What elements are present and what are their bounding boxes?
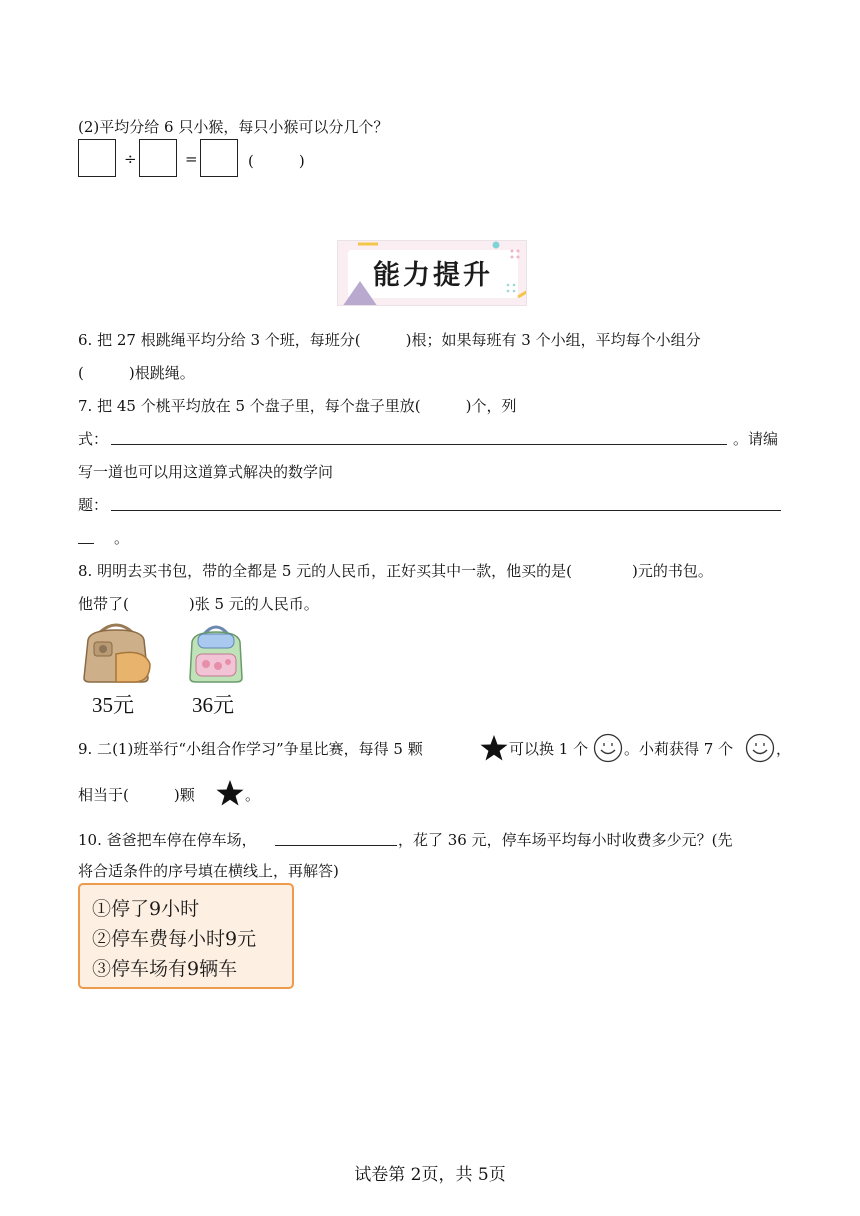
condition-3: ③停车场有9辆车 bbox=[92, 958, 238, 980]
star-icon bbox=[216, 779, 244, 807]
q7-problem-label: 题： bbox=[78, 496, 109, 514]
q6-line1: 6. 把 27 根跳绳平均分给 3 个班，每班分( )根；如果每班有 3 个小组，平均每个小组分 bbox=[78, 331, 701, 349]
q7-problem-blank-cont[interactable] bbox=[78, 543, 94, 544]
bag2-flap-shape bbox=[198, 634, 234, 648]
bag2-flower-2 bbox=[214, 662, 222, 670]
q9-line2-a: 相当于( )颗 bbox=[78, 786, 195, 804]
q5-part2-question: (2)平均分给 6 只小猴，每只小猴可以分几个？ bbox=[78, 118, 389, 136]
equals-sign: = bbox=[185, 150, 198, 168]
q9-text-part3: 。小莉获得 7 个 bbox=[624, 740, 734, 758]
condition-2: ②停车费每小时9元 bbox=[92, 928, 257, 950]
star-icon bbox=[480, 734, 508, 762]
bag1-price: 35元 bbox=[92, 693, 134, 717]
bag2-price: 36元 bbox=[192, 693, 234, 717]
smiley-icon bbox=[593, 733, 623, 763]
q7-end-mark: 。 bbox=[114, 529, 130, 547]
conditions-box bbox=[78, 883, 294, 989]
answer-box-dividend[interactable] bbox=[78, 139, 116, 177]
q7-formula-end: 。请编 bbox=[733, 430, 779, 448]
condition-1: ①停了9小时 bbox=[92, 898, 200, 920]
q8-line2: 他带了( )张 5 元的人民币。 bbox=[78, 595, 319, 613]
unit-paren: ( ) bbox=[248, 152, 305, 170]
page-footer: 试卷第 2页，共 5页 bbox=[354, 1165, 506, 1185]
q7-line1: 7. 把 45 个桃平均放在 5 个盘子里，每个盘子里放( )个，列 bbox=[78, 397, 517, 415]
bag2-flower-3 bbox=[225, 659, 231, 665]
q9-text-part4: ， bbox=[776, 740, 792, 758]
answer-box-quotient[interactable] bbox=[200, 139, 238, 177]
answer-box-divisor[interactable] bbox=[139, 139, 177, 177]
backpack-green-image bbox=[184, 620, 248, 684]
q10-condition-blank[interactable] bbox=[275, 845, 397, 846]
q8-line1: 8. 明明去买书包，带的全都是 5 元的人民币，正好买其中一款，他买的是( )元的书包。 bbox=[78, 562, 713, 580]
division-sign: ÷ bbox=[124, 150, 137, 168]
section-banner bbox=[337, 240, 527, 306]
bag1-flower bbox=[99, 645, 107, 653]
q9-text-part2: 可以换 1 个 bbox=[509, 740, 589, 758]
q9-text-part1: 9. 二(1)班举行“小组合作学习”争星比赛，每得 5 颗 bbox=[78, 740, 423, 758]
q7-formula-label: 式： bbox=[78, 430, 109, 448]
q10-line1-b: ，花了 36 元，停车场平均每小时收费多少元？(先 bbox=[398, 831, 733, 849]
q6-line2: ( )根跳绳。 bbox=[78, 364, 195, 382]
q10-line1-a: 10. 爸爸把车停在停车场， bbox=[78, 831, 257, 849]
q7-problem-blank[interactable] bbox=[111, 510, 781, 511]
bag1-pocket-shape bbox=[116, 652, 150, 682]
q7-line3: 写一道也可以用这道算式解决的数学问 bbox=[78, 463, 334, 481]
smiley-icon bbox=[745, 733, 775, 763]
banner-dot-teal bbox=[493, 242, 500, 249]
banner-title: 能力提升 bbox=[373, 260, 493, 291]
q9-line2-b: 。 bbox=[245, 786, 261, 804]
q7-formula-blank[interactable] bbox=[111, 444, 727, 445]
backpack-brown-image bbox=[78, 620, 154, 684]
bag2-flower-1 bbox=[202, 660, 210, 668]
q10-line2: 将合适条件的序号填在横线上，再解答) bbox=[78, 862, 339, 880]
